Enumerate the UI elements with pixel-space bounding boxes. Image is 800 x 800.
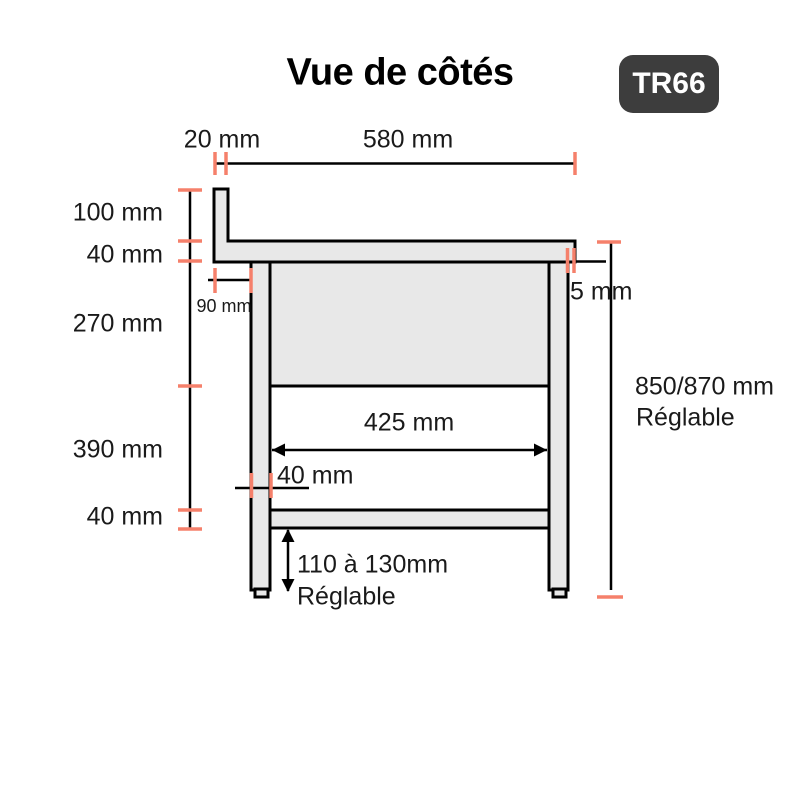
dim-label-total-height-note: Réglable [636, 403, 735, 432]
right-leg-shape [549, 262, 568, 590]
arrow-left-icon [272, 444, 285, 457]
dim-label-backsplash-height: 100 mm [72, 198, 163, 227]
dim-label-shelf-width: 425 mm [363, 408, 455, 437]
dim-label-leg-setback: 90 mm [196, 296, 252, 316]
right-foot-shape [553, 589, 566, 597]
back-panel-shape [270, 262, 550, 386]
tabletop-with-backsplash-shape [214, 189, 575, 262]
arrow-down-icon [282, 579, 295, 592]
arrow-up-icon [282, 529, 295, 542]
dim-label-leg-width: 40 mm [277, 461, 354, 490]
dim-label-foot-height: 110 à 130mm [297, 550, 449, 579]
dim-label-top-thickness: 40 mm [86, 240, 163, 269]
dim-label-shelf-thickness: 40 mm [86, 502, 163, 531]
left-foot-shape [255, 589, 268, 597]
page-title: Vue de côtés [286, 51, 514, 94]
model-badge-label: TR66 [632, 67, 706, 100]
dim-label-top-depth: 580 mm [362, 125, 454, 154]
arrow-right-icon [534, 444, 547, 457]
dim-label-panel-height: 270 mm [72, 309, 163, 338]
dim-label-clearance-height: 390 mm [72, 435, 163, 464]
left-leg-shape [251, 262, 270, 590]
dim-label-backsplash-thickness: 20 mm [183, 125, 261, 154]
dim-label-top-overhang: 5 mm [570, 277, 633, 306]
dim-label-total-height: 850/870 mm [635, 372, 774, 401]
dim-label-foot-note: Réglable [297, 582, 396, 611]
lower-shelf-shape [270, 510, 550, 528]
